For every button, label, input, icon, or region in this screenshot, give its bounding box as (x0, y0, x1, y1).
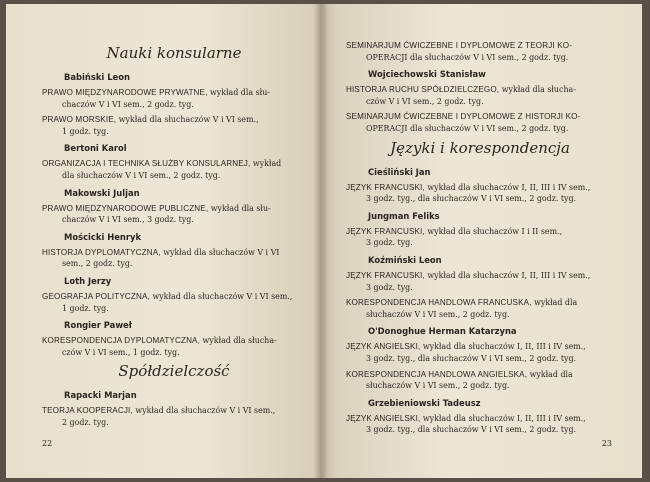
course-entry (346, 40, 614, 63)
course-entry (346, 226, 614, 249)
course-entry (346, 270, 614, 293)
course-title: SEMINARJUM ĆWICZEBNE I DYPLOMOWE Z TEORJI KO- (346, 41, 573, 50)
course-description-continued: czów V i VI sem., 2 godz. tyg. (366, 96, 484, 106)
course-entry (42, 87, 306, 110)
course-description-continued: czów V i VI sem., 1 godz. tyg. (62, 347, 180, 357)
course-title: JĘZYK ANGIELSKI, (346, 342, 421, 352)
course-title: PRAWO MIĘDZYNARODOWE PRYWATNE, (42, 88, 208, 97)
course-description-continued: 3 godz. tyg. (366, 282, 413, 292)
lecturer-name: Wojciechowski Stanisław (368, 69, 486, 80)
course-entry (42, 247, 306, 270)
course-description-continued: 3 godz. tyg., dla słuchaczów V i VI sem., 2 godz. tyg. (366, 194, 577, 204)
course-description: wykład dla słuchaczów I, II, III i IV sem., (420, 413, 586, 423)
course-description-continued: chaczów V i VI sem., 2 godz. tyg. (62, 99, 194, 109)
course-description-continued: 3 godz. tyg., dla słuchaczów V i VI sem., 2 godz. tyg. (366, 353, 577, 363)
course-description-continued: dla słuchaczów V i VI sem., 2 godz. tyg. (62, 170, 221, 180)
book-gutter (314, 4, 328, 478)
course-description-continued: sem., 2 godz. tyg. (62, 259, 133, 269)
lecturer-name: Babiński Leon (64, 72, 130, 82)
lecturer-name: Makowski Juljan (64, 187, 140, 198)
course-title: SEMINARJUM ĆWICZEBNE I DYPLOMOWE Z HISTORJI KO- (346, 112, 581, 122)
lecturer-name: Koźmiński Leon (368, 254, 442, 265)
course-description-continued: OPERACJI dla słuchaczów V i VI sem., 2 godz. tyg. (366, 52, 569, 62)
lecturer-name: Cieśliński Jan (368, 166, 431, 177)
course-entry (42, 291, 306, 314)
course-entry (346, 182, 614, 205)
course-description: wykład dla słuchaczów I, II, III i IV sem., (424, 270, 591, 280)
course-title: KORESPONDENCJA DYPLOMATYCZNA, (42, 336, 201, 346)
course-entry (346, 111, 614, 134)
course-description: wykład dla (527, 369, 573, 379)
lecturer-name: Rapacki Marjan (64, 390, 137, 401)
course-title: HISTORJA RUCHU SPÓŁDZIELCZEGO, (346, 85, 500, 95)
course-title: ORGANIZACJA I TECHNIKA SŁUŻBY KONSULARNEJ, (42, 159, 251, 169)
course-description-continued: 2 godz. tyg. (62, 417, 109, 427)
lecturer-name: O'Donoghue Herman Katarzyna (368, 326, 517, 337)
course-description: wykład dla słuchaczów I, II, III i IV sem., (424, 182, 591, 192)
course-description-continued: 1 godz. tyg. (62, 303, 109, 313)
course-description: wykład dla słuchaczów V i VI sem., (149, 291, 293, 301)
course-description: wykład dla słu- (207, 88, 270, 97)
right-page (324, 4, 642, 478)
course-entry (346, 413, 614, 436)
lecturer-name: Jungman Feliks (368, 210, 440, 221)
course-entry (346, 369, 614, 392)
course-entry (346, 341, 614, 364)
course-title: GEOGRAFJA POLITYCZNA, (42, 291, 150, 301)
course-description: wykład (250, 159, 282, 169)
course-description: wykład dla słuchaczów V i VI (160, 247, 280, 257)
course-description: wykład dla słuchaczów V i VI sem., (132, 406, 276, 416)
lecturer-name: Bertoni Karol (64, 143, 127, 154)
course-description: wykład dla słuchaczów V i VI sem., (116, 115, 259, 125)
course-title: TEORJA KOOPERACJI, (42, 406, 133, 416)
course-description-continued: słuchaczów V i VI sem., 2 godz. tyg. (366, 309, 510, 319)
course-entry (42, 335, 306, 358)
course-entry (346, 84, 614, 107)
course-description: wykład dla słu- (208, 203, 271, 213)
course-title: PRAWO MORSKIE, (42, 115, 117, 125)
course-description-continued: słuchaczów V i VI sem., 2 godz. tyg. (366, 381, 510, 391)
course-description: wykład dla (531, 298, 578, 308)
course-title: KORESPONDENCJA HANDLOWA FRANCUSKA, (346, 298, 532, 308)
course-description-continued: 3 godz. tyg. (366, 238, 413, 248)
course-title: JĘZYK FRANCUSKI, (346, 270, 425, 280)
section-heading: Nauki konsularne (106, 44, 242, 62)
course-entry (42, 158, 306, 181)
left-page (6, 4, 324, 478)
section-heading: Języki i korespondencja (390, 138, 570, 157)
course-description: wykład dla słuchaczów I i II sem., (424, 226, 563, 236)
lecturer-name: Grzebieniowski Tadeusz (368, 397, 481, 408)
course-title: PRAWO MIĘDZYNARODOWE PUBLICZNE, (42, 203, 209, 213)
course-description-continued: 1 godz. tyg. (62, 126, 109, 136)
section-heading: Spółdzielczość (118, 362, 230, 381)
page-number-left: 22 (42, 439, 53, 448)
course-description-continued: chaczów V i VI sem., 3 godz. tyg. (62, 215, 194, 225)
course-description-continued: OPERACJI dla słuchaczów V i VI sem., 2 godz. tyg. (366, 123, 569, 133)
course-entry (42, 114, 306, 137)
course-description: wykład dla słuchaczów I, II, III i IV sem., (420, 342, 586, 352)
course-title: JĘZYK FRANCUSKI, (346, 226, 425, 236)
course-entry (346, 297, 614, 320)
course-title: JĘZYK FRANCUSKI, (346, 182, 425, 192)
course-entry (42, 203, 306, 226)
course-description: wykład dla słucha- (499, 85, 576, 95)
page-number-right: 23 (601, 439, 612, 448)
lecturer-name: Rongier Paweł (64, 320, 132, 331)
lecturer-name: Loth Jerzy (64, 275, 112, 286)
course-entry (42, 405, 306, 428)
course-title: HISTORJA DYPLOMATYCZNA, (42, 247, 161, 257)
course-title: JĘZYK ANGIELSKI, (346, 413, 421, 423)
course-description: wykład dla słucha- (200, 336, 277, 346)
left-page-content (42, 44, 306, 429)
course-description-continued: 3 godz. tyg., dla słuchaczów V i VI sem., 2 godz. tyg. (366, 425, 577, 435)
course-title: KORESPONDENCJA HANDLOWA ANGIELSKA, (346, 369, 528, 379)
lecturer-name: Mościcki Henryk (64, 231, 142, 242)
right-page-content (346, 40, 614, 436)
